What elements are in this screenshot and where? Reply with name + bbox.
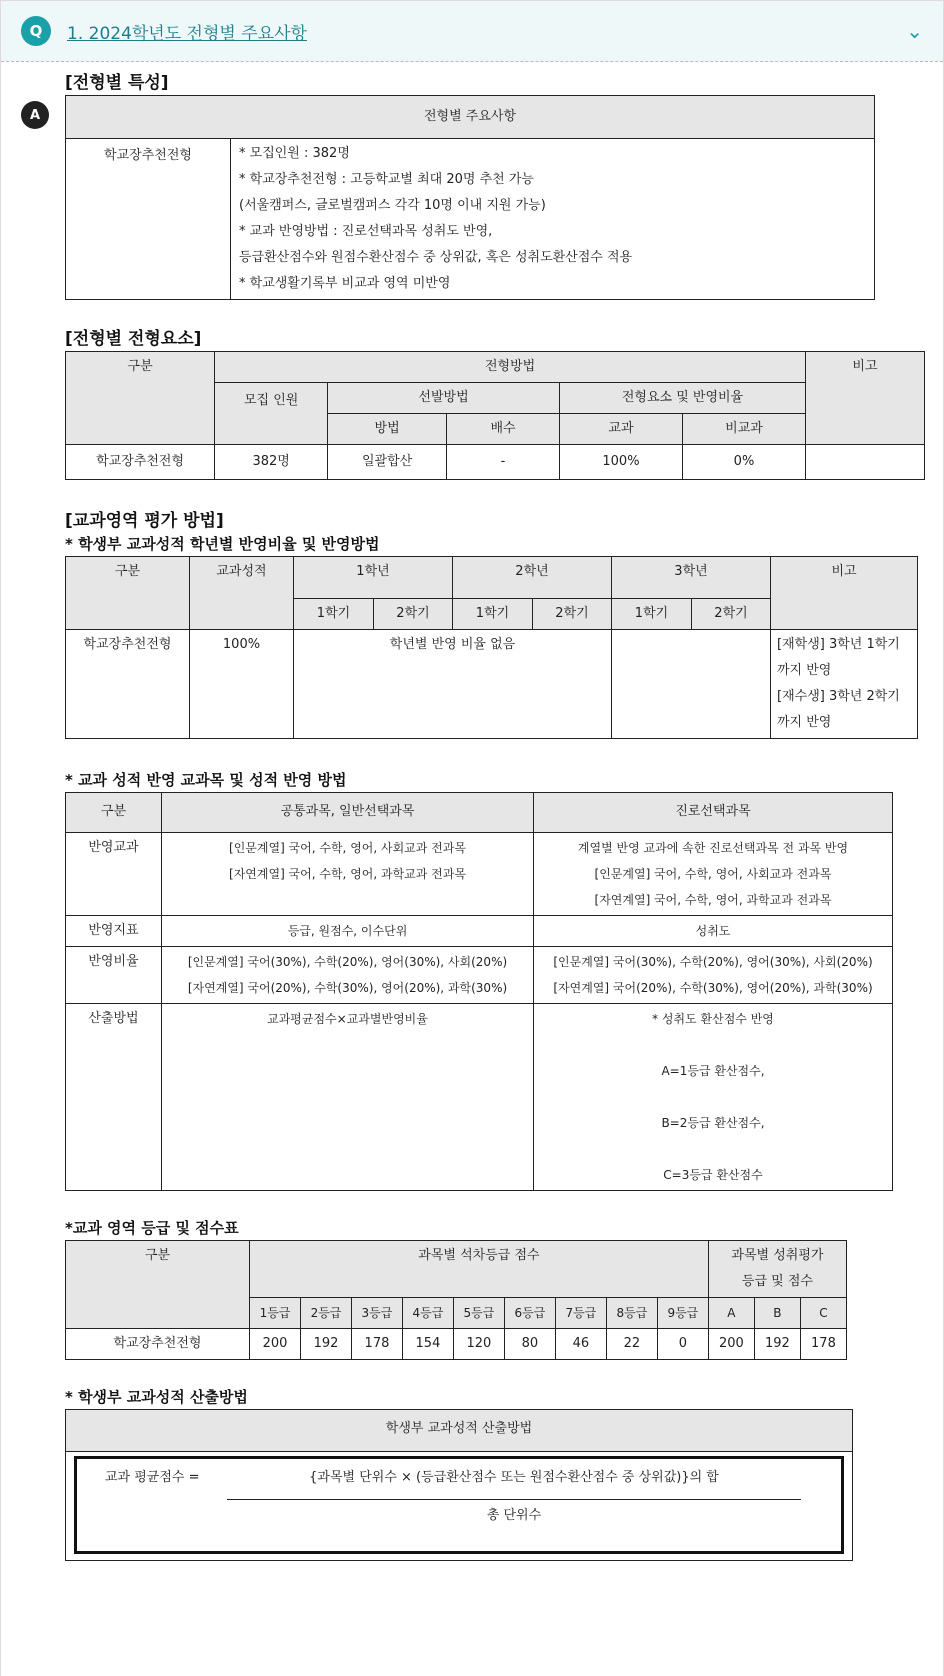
answer-content <box>65 62 905 1561</box>
note-line: [재수생] 3학년 2학기 <box>777 689 900 704</box>
note-line: 까지 반영 <box>777 715 832 730</box>
cell-b <box>534 916 893 947</box>
cell-line: B=2등급 환산점수, <box>661 1116 765 1130</box>
th: 방법 <box>328 414 447 445</box>
score-cell: 200 <box>250 1329 301 1360</box>
note-line: [재학생] 3학년 1학기 <box>777 637 900 652</box>
th: 구분 <box>66 793 162 833</box>
score-cell: 192 <box>300 1329 351 1360</box>
table-row <box>66 916 893 947</box>
th: 2학년 <box>453 557 612 599</box>
cell-line: * 성취도 환산점수 반영 <box>652 1012 774 1026</box>
td: 학교장추천전형 <box>66 630 190 739</box>
th: 교과 <box>559 414 682 445</box>
grade-col-header: 2등급 <box>300 1298 351 1329</box>
th: 전형요소 및 반영비율 <box>559 383 805 414</box>
score-cell: 178 <box>351 1329 402 1360</box>
score-cell: 0 <box>657 1329 708 1360</box>
row-label: 반영비율 <box>66 947 162 1004</box>
grade-col-header: A <box>708 1298 754 1329</box>
th-line: 등급 및 점수 <box>741 1274 813 1289</box>
td <box>805 445 924 480</box>
cell-a <box>162 833 534 916</box>
th-line: 과목별 성취평가 <box>731 1248 824 1263</box>
th: 구분 <box>66 557 190 630</box>
section-heading: [전형별 전형요소] <box>65 329 202 349</box>
td: 일괄합산 <box>328 445 447 480</box>
score-cell: 154 <box>402 1329 453 1360</box>
grade-col-header: 7등급 <box>555 1298 606 1329</box>
section-heading: [교과영역 평가 방법] <box>65 511 224 531</box>
section-heading: [전형별 특성] <box>65 73 169 93</box>
td: 100% <box>190 630 294 739</box>
cell-line: [인문계열] 국어(30%), 수학(20%), 영어(30%), 사회(20%) <box>553 955 873 969</box>
score-cell: 200 <box>708 1329 754 1360</box>
formula-box <box>74 1456 844 1554</box>
note-cell <box>771 630 918 739</box>
detail-line: * 학교생활기록부 비교과 영역 미반영 <box>239 276 451 291</box>
formula-lhs: 교과 평균점수 = <box>105 1470 200 1485</box>
th: 비고 <box>771 557 918 630</box>
score-cell: 120 <box>453 1329 504 1360</box>
th: 1학기 <box>453 599 533 630</box>
row-label: 반영교과 <box>66 833 162 916</box>
subheading: * 교과 성적 반영 교과목 및 성적 반영 방법 <box>65 771 347 789</box>
year-ratio-table <box>65 556 918 739</box>
th: 모집 인원 <box>215 383 328 445</box>
th: 진로선택과목 <box>534 793 893 833</box>
detail-line: * 학교장추천전형 : 고등학교별 최대 20명 추천 가능 <box>239 172 534 187</box>
cell-line <box>536 1136 890 1162</box>
cell-b <box>534 833 893 916</box>
td: 382명 <box>215 445 328 480</box>
grade-col-header: 8등급 <box>606 1298 657 1329</box>
grade-col-header: 3등급 <box>351 1298 402 1329</box>
th: 2학기 <box>374 599 453 630</box>
answer-badge: A <box>21 101 49 129</box>
td: 학년별 반영 비율 없음 <box>294 630 612 739</box>
cell-a <box>162 947 534 1004</box>
grade-col-header: 5등급 <box>453 1298 504 1329</box>
cell-line: 계열별 반영 교과에 속한 진로선택과목 전 과목 반영 <box>577 841 849 855</box>
table-row <box>66 833 893 916</box>
grade-col-header: 4등급 <box>402 1298 453 1329</box>
th: 1학기 <box>294 599 374 630</box>
th: 1학기 <box>612 599 692 630</box>
row-label: 학교장추천전형 <box>66 139 231 300</box>
characteristics-table <box>65 95 875 300</box>
grade-col-header: B <box>754 1298 800 1329</box>
th: 학생부 교과성적 산출방법 <box>66 1410 853 1452</box>
question-badge: Q <box>21 16 51 46</box>
cell-line: [자연계열] 국어(20%), 수학(30%), 영어(20%), 과학(30%) <box>553 981 873 995</box>
td: 학교장추천전형 <box>66 445 215 480</box>
th: 과목별 석차등급 점수 <box>250 1241 709 1298</box>
subjects-table <box>65 792 893 1191</box>
row-label: 산출방법 <box>66 1004 162 1191</box>
score-cell: 46 <box>555 1329 606 1360</box>
cell-line: C=3등급 환산점수 <box>663 1168 763 1182</box>
formula-numerator: {과목별 단위수 × (등급환산점수 또는 원점수환산점수 중 상위값)}의 합 <box>309 1470 719 1485</box>
score-cell: 178 <box>800 1329 846 1360</box>
grade-col-header: 1등급 <box>250 1298 301 1329</box>
th <box>708 1241 846 1298</box>
th: 선발방법 <box>328 383 560 414</box>
fraction-line <box>227 1499 801 1500</box>
th: 2학기 <box>533 599 612 630</box>
grade-col-header: C <box>800 1298 846 1329</box>
chevron-down-icon[interactable]: ⌄ <box>906 19 923 43</box>
th: 비교과 <box>682 414 805 445</box>
question-title-link[interactable]: 1. 2024학년도 전형별 주요사항 <box>67 23 307 44</box>
cell-line: [자연계열] 국어, 수학, 영어, 과학교과 전과목 <box>229 867 466 881</box>
grade-col-header: 6등급 <box>504 1298 555 1329</box>
subheading: * 학생부 교과성적 산출방법 <box>65 1388 248 1406</box>
score-cell: 80 <box>504 1329 555 1360</box>
detail-line: 등급환산점수와 원점수환산점수 중 상위값, 혹은 성취도환산점수 적용 <box>239 250 633 265</box>
row-label: 반영지표 <box>66 916 162 947</box>
td: - <box>447 445 560 480</box>
th: 1학년 <box>294 557 453 599</box>
th: 배수 <box>447 414 560 445</box>
table-row <box>66 445 925 480</box>
td: 100% <box>559 445 682 480</box>
cell-line: [인문계열] 국어(30%), 수학(20%), 영어(30%), 사회(20%) <box>187 955 508 969</box>
details-cell <box>231 139 875 300</box>
cell-a <box>162 1004 534 1191</box>
cell-line: A=1등급 환산점수, <box>661 1064 765 1078</box>
th: 공통과목, 일반선택과목 <box>162 793 534 833</box>
detail-line: * 교과 반영방법 : 진로선택과목 성취도 반영, <box>239 224 493 239</box>
cell-line: 성취도 <box>695 924 731 938</box>
cell-a <box>162 916 534 947</box>
td: 학교장추천전형 <box>66 1329 250 1360</box>
table-header: 전형별 주요사항 <box>66 96 875 139</box>
th: 구분 <box>66 352 215 445</box>
note-line: 까지 반영 <box>777 663 832 678</box>
subheading: * 학생부 교과성적 학년별 반영비율 및 반영방법 <box>65 535 380 553</box>
faq-question-header[interactable] <box>1 0 943 62</box>
table-row <box>66 630 918 739</box>
table-row <box>66 947 893 1004</box>
table-row <box>66 1004 893 1191</box>
score-cell: 192 <box>754 1329 800 1360</box>
grade-col-header: 9등급 <box>657 1298 708 1329</box>
cell-line: 등급, 원점수, 이수단위 <box>287 924 408 938</box>
th: 전형방법 <box>215 352 806 383</box>
th: 교과성적 <box>190 557 294 630</box>
formula-denominator: 총 단위수 <box>486 1508 542 1523</box>
cell-line: [인문계열] 국어, 수학, 영어, 사회교과 전과목 <box>594 867 832 881</box>
cell-line <box>536 1084 890 1110</box>
cell-line: [자연계열] 국어, 수학, 영어, 과학교과 전과목 <box>594 893 832 907</box>
cell-b <box>534 1004 893 1191</box>
td: 0% <box>682 445 805 480</box>
cell-b <box>534 947 893 1004</box>
calc-method-table <box>65 1409 853 1561</box>
cell-line: [인문계열] 국어, 수학, 영어, 사회교과 전과목 <box>229 841 466 855</box>
cell-line: 교과평균점수×교과별반영비율 <box>267 1012 428 1026</box>
detail-line: * 모집인원 : 382명 <box>239 146 350 161</box>
detail-line: (서울캠퍼스, 글로벌캠퍼스 각각 10명 이내 지원 가능) <box>239 198 546 213</box>
grade-score-table <box>65 1240 847 1360</box>
score-cell: 22 <box>606 1329 657 1360</box>
th: 비고 <box>805 352 924 445</box>
th: 구분 <box>66 1241 250 1329</box>
th: 2학기 <box>692 599 771 630</box>
cell-line <box>536 1032 890 1058</box>
table-row <box>66 1329 847 1360</box>
cell-line: [자연계열] 국어(20%), 수학(30%), 영어(20%), 과학(30%) <box>187 981 508 995</box>
subheading: *교과 영역 등급 및 점수표 <box>65 1219 239 1237</box>
elements-table <box>65 351 925 480</box>
th: 3학년 <box>612 557 771 599</box>
